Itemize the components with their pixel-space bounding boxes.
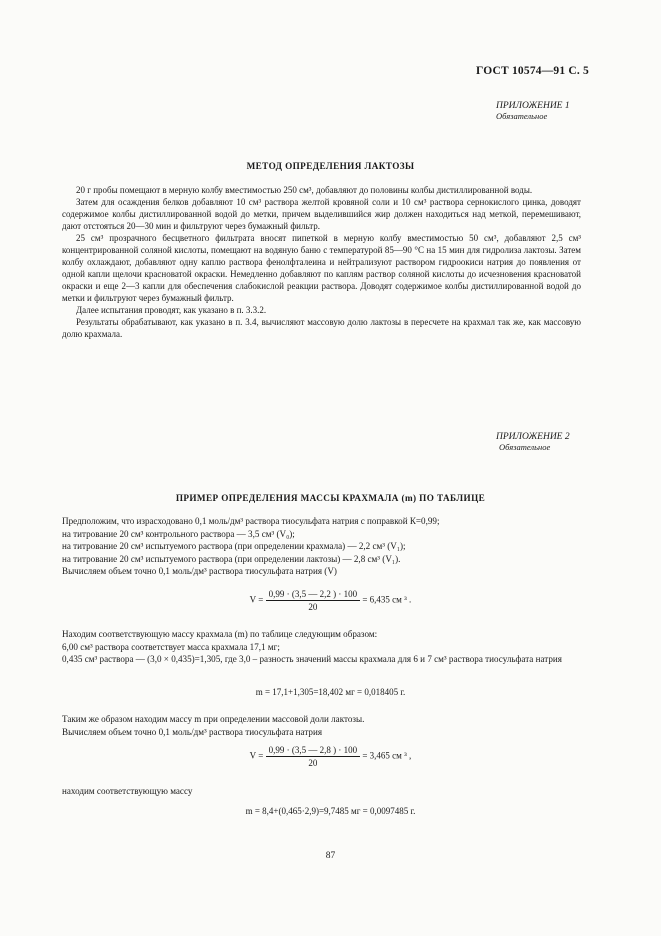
appendix-1-label-block bbox=[496, 101, 570, 121]
appendix-2-title: ПРИМЕР ОПРЕДЕЛЕНИЯ МАССЫ КРАХМАЛА (m) ПО ТАБЛИЦЕ bbox=[175, 493, 486, 503]
appendix-2-label: ПРИЛОЖЕНИЕ 2 bbox=[496, 432, 570, 442]
appendix-1-body bbox=[62, 184, 581, 340]
formula-3-numerator: 0,99 · (3,5 — 2,8 ) · 100 bbox=[266, 745, 361, 757]
paragraph: 20 г пробы помещают в мерную колбу вместимостью 250 см³, добавляют до половины колбы дистиллированной воды. bbox=[76, 185, 533, 195]
text-line: на титрование 20 см³ контрольного раствора — 3,5 см³ (V₀); bbox=[62, 528, 295, 539]
text-line: Вычисляем объем точно 0,1 моль/дм³ раствора тиосульфата натрия bbox=[62, 726, 323, 737]
formula-1-numerator: 0,99 · (3,5 — 2,2 ) · 100 bbox=[266, 589, 361, 601]
text-line: находим соответствующую массу bbox=[62, 786, 193, 796]
text-line: Предположим, что израсходовано 0,1 моль/дм³ раствора тиосульфата натрия с поправкой К=0,99; bbox=[62, 516, 440, 526]
appendix-2-lactose bbox=[62, 713, 592, 738]
text-line: Вычисляем объем точно 0,1 моль/дм³ раствора тиосульфата натрия (V) bbox=[62, 566, 337, 576]
text-line: на титрование 20 см³ испытуемого раствора (при определении лактозы) — 2,8 см³ (V₁). bbox=[62, 553, 401, 564]
formula-3-lhs: V = bbox=[249, 750, 264, 761]
document-header: ГОСТ 10574—91 С. 5 bbox=[476, 65, 589, 77]
appendix-2-find-mass bbox=[62, 785, 592, 798]
paragraph: Далее испытания проводят, как указано в п. 3.3.2. bbox=[76, 305, 267, 315]
appendix-2-status: Обязательное bbox=[499, 442, 551, 452]
appendix-1-status: Обязательное bbox=[496, 111, 548, 121]
text-line: на титрование 20 см³ испытуемого раствора (при определении крахмала) — 2,2 см³ (V₁); bbox=[62, 541, 406, 551]
formula-1-denominator: 20 bbox=[308, 602, 318, 612]
paragraph: Результаты обрабатывают, как указано в п. 3.4, вычисляют массовую долю лактозы в пересчете на крахмал так же, как массовую долю крахмала. bbox=[62, 317, 581, 339]
formula-1 bbox=[0, 589, 661, 612]
appendix-1-title: МЕТОД ОПРЕДЕЛЕНИЯ ЛАКТОЗЫ bbox=[246, 161, 415, 171]
formula-1-lhs: V = bbox=[249, 594, 264, 605]
formula-3-denominator: 20 bbox=[308, 758, 318, 768]
formula-1-rhs: = 6,435 см ³ . bbox=[362, 594, 412, 605]
appendix-2-lookup bbox=[62, 628, 592, 666]
appendix-2-intro bbox=[62, 515, 592, 578]
formula-4: m = 8,4+(0,465·2,9)=9,7485 мг = 0,0097485 г. bbox=[245, 806, 416, 816]
text-line: 6,00 см³ раствора соответствует масса крахмала 17,1 мг; bbox=[62, 641, 280, 652]
formula-3 bbox=[0, 745, 661, 768]
formula-3-rhs: = 3,465 см ³ , bbox=[362, 750, 412, 761]
paragraph: 25 см³ прозрачного бесцветного фильтрата вносят пипеткой в мерную колбу вместимостью 50 см³, добавляют 2,5 см³ концентрированной соляной кислоты, помещают на водяную баню с температурой 85—90 °С на 15 мин для гидролиза лактозы. Затем колбу охлаждают, добавляют одну каплю раствора фенолфталеина и нейтрализуют раствором гидроокиси натрия до появления от одной капли щелочи красноватой окраски. Немедленно добавляют по каплям раствор соляной кислоты до исчезновения красноватой окраски и еще 2—3 капли для обеспечения слабокислой реакции раствора. Доводят содержимое колбы дистиллированной водой до метки и фильтруют через бумажный фильтр. bbox=[62, 233, 581, 303]
appendix-2-label-block bbox=[496, 432, 570, 452]
text-line: Находим соответствующую массу крахмала (m) по таблице следующим образом: bbox=[62, 629, 378, 639]
appendix-1-label: ПРИЛОЖЕНИЕ 1 bbox=[496, 101, 570, 111]
paragraph: Затем для осаждения белков добавляют 10 см³ раствора желтой кровяной соли и 10 см³ раствора сернокислого цинка, доводят содержимое колбы дистиллированной водой до метки, причем выделившийся жир должен находиться над меткой, перемешивают, дают отстояться 20—30 мин и фильтруют через бумажный фильтр. bbox=[62, 197, 581, 231]
text-line: 0,435 см³ раствора — (3,0 × 0,435)=1,305, где 3,0 – разность значений массы крахмала для 6 и 7 см³ раствора тиосульфата натрия bbox=[62, 654, 562, 664]
formula-3-fraction bbox=[266, 745, 361, 768]
text-line: Таким же образом находим массу m при определении массовой доли лактозы. bbox=[62, 714, 365, 724]
formula-1-fraction bbox=[266, 589, 361, 612]
formula-2: m = 17,1+1,305=18,402 мг = 0,018405 г. bbox=[255, 687, 406, 697]
page-number: 87 bbox=[325, 851, 336, 861]
